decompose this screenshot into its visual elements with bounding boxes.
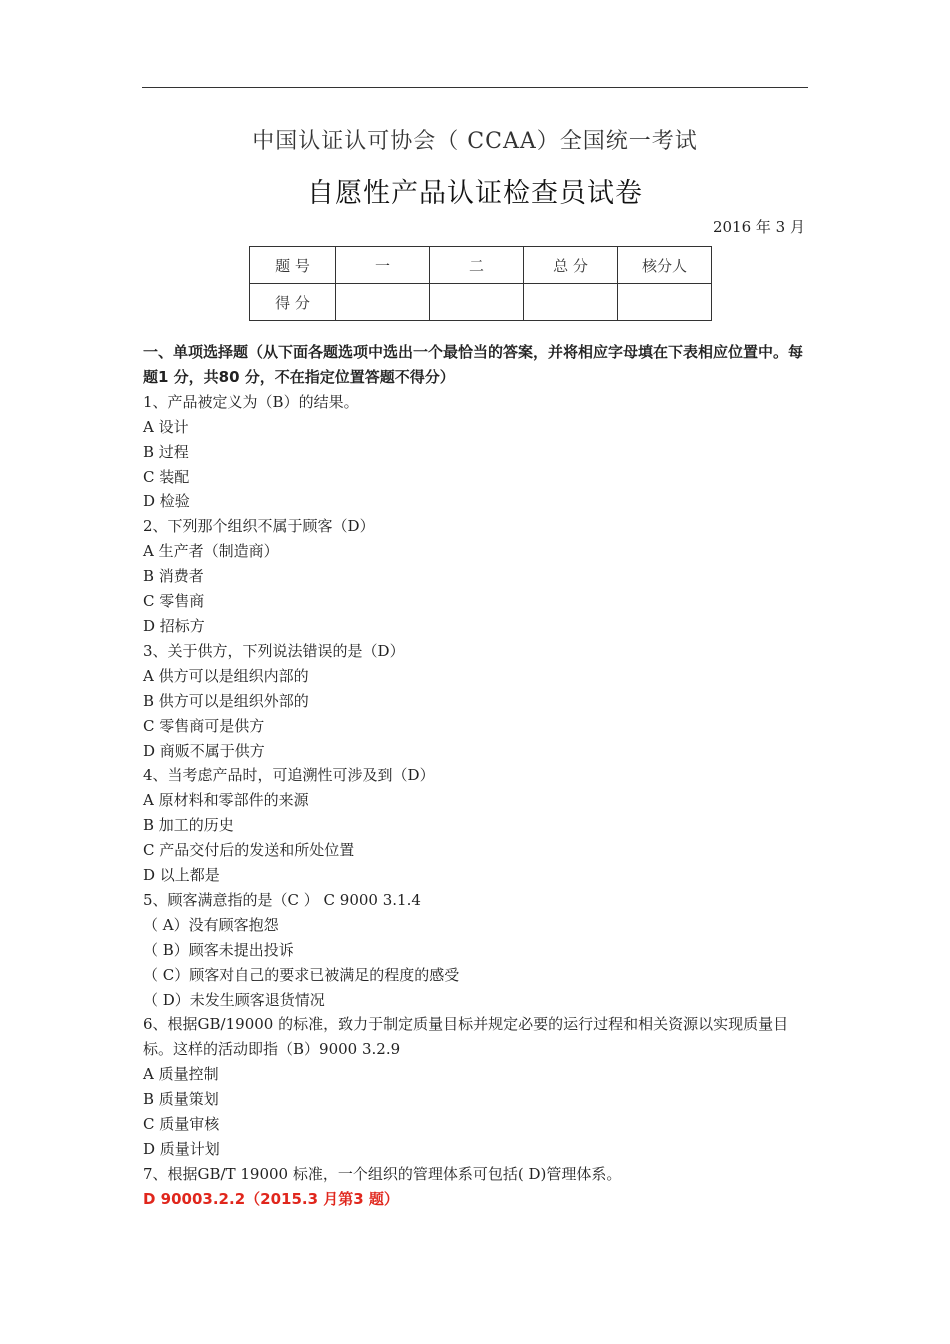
question-7	[143, 1162, 813, 1212]
score-label-cell: 得 分	[250, 284, 336, 321]
question-6	[143, 1012, 813, 1161]
option: A 供方可以是组织内部的	[143, 666, 309, 685]
option: C 零售商可是供方	[143, 716, 265, 735]
question-text: 5、顾客满意指的是（C ） C 9000 3.1.4	[143, 890, 421, 909]
option: B 加工的历史	[143, 816, 234, 835]
top-rule	[142, 87, 808, 88]
option: A 生产者（制造商）	[143, 542, 279, 561]
option: （ D）未发生顾客退货情况	[143, 990, 325, 1009]
question-text: 1、产品被定义为（B）的结果。	[143, 392, 359, 411]
option: （ A）没有顾客抱怨	[143, 915, 279, 934]
score-cell: 总 分	[524, 247, 618, 284]
option: B 质量策划	[143, 1090, 219, 1109]
option: C 零售商	[143, 592, 205, 611]
question-1	[143, 390, 813, 515]
score-table	[249, 246, 712, 321]
option: B 过程	[143, 442, 189, 461]
score-cell: 题 号	[250, 247, 336, 284]
option: D 商贩不属于供方	[143, 741, 265, 760]
score-table-score-row	[250, 284, 712, 321]
exam-content	[143, 340, 813, 1212]
section-header: 一、单项选择题（从下面各题选项中选出一个最恰当的答案，并将相应字母填在下表相应位置中。每题1 分，共80 分，不在指定位置答题不得分）	[143, 343, 804, 386]
option: B 消费者	[143, 567, 204, 586]
option: （ C）顾客对自己的要求已被满足的程度的感受	[143, 965, 460, 984]
option: A 原材料和零部件的来源	[143, 791, 309, 810]
option: D 质量计划	[143, 1140, 220, 1158]
option: A 质量控制	[143, 1065, 219, 1084]
exam-title: 自愿性产品认证检查员试卷	[307, 178, 643, 209]
question-text: 4、当考虑产品时，可追溯性可涉及到（D）	[143, 766, 435, 785]
question-4	[143, 763, 813, 888]
question-text: 7、根据GB/T 19000 标准，一个组织的管理体系可包括( D)管理体系。	[143, 1164, 622, 1183]
score-cell: 核分人	[618, 247, 712, 284]
option: D 检验	[143, 492, 190, 511]
score-cell: 二	[430, 247, 524, 284]
score-input-cell[interactable]	[430, 284, 524, 321]
question-text: 6、根据GB/19000 的标准，致力于制定质量目标并规定必要的运行过程和相关资源以实现质量目标。这样的活动即指（B）9000 3.2.9	[143, 1015, 789, 1059]
question-text: 3、关于供方，下列说法错误的是（D）	[143, 641, 405, 660]
score-input-cell[interactable]	[524, 284, 618, 321]
score-input-cell[interactable]	[618, 284, 712, 321]
option: D 以上都是	[143, 866, 220, 885]
question-5	[143, 888, 813, 1013]
option: （ B）顾客未提出投诉	[143, 940, 294, 959]
option: C 产品交付后的发送和所处位置	[143, 841, 355, 860]
option: C 质量审核	[143, 1115, 220, 1134]
option: A 设计	[143, 417, 189, 436]
question-2	[143, 514, 813, 639]
exam-date: 2016 年 3 月	[712, 218, 805, 236]
option: B 供方可以是组织外部的	[143, 691, 309, 710]
red-answer-note: D 90003.2.2（2015.3 月第3 题）	[143, 1189, 399, 1208]
exam-subtitle: 中国认证认可协会（ CCAA）全国统一考试	[252, 129, 698, 154]
option: D 招标方	[143, 616, 205, 635]
option: C 装配	[143, 467, 190, 486]
question-3	[143, 639, 813, 764]
score-table-header-row	[250, 247, 712, 284]
question-text: 2、下列那个组织不属于顾客（D）	[143, 517, 375, 536]
score-input-cell[interactable]	[336, 284, 430, 321]
score-cell: 一	[336, 247, 430, 284]
